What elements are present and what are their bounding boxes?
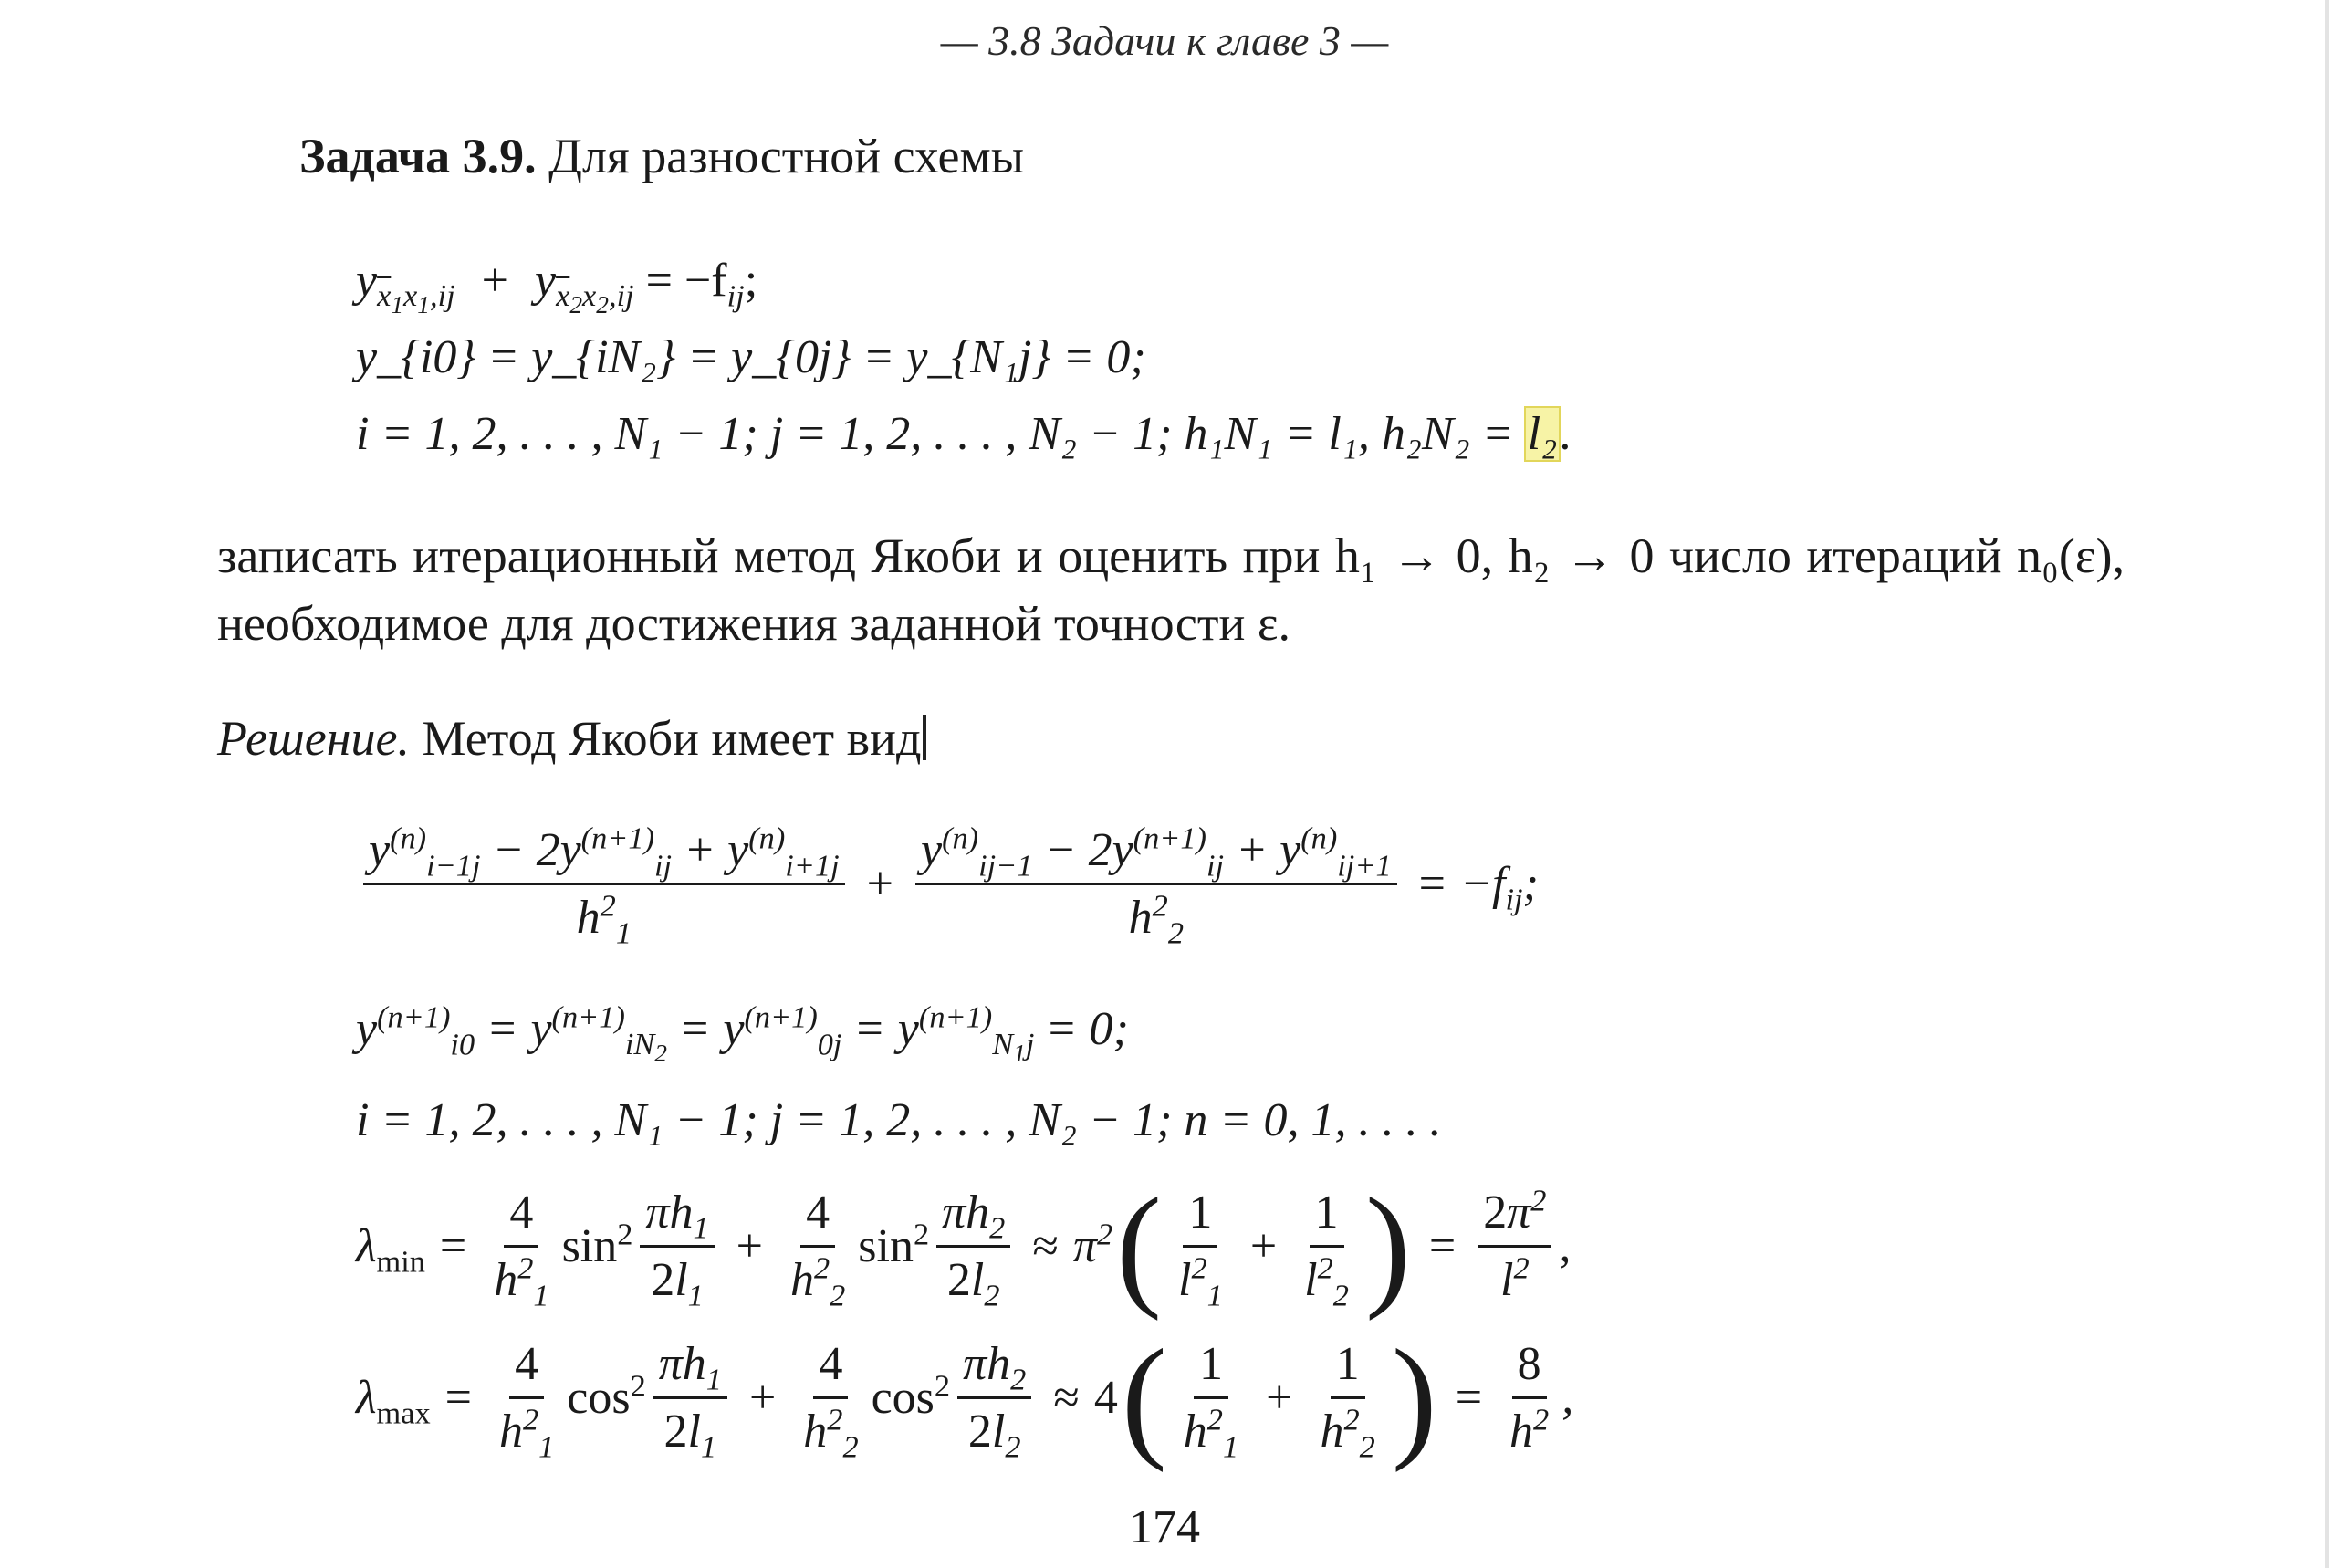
page-number: 174 bbox=[1129, 1501, 1200, 1553]
problem-heading bbox=[299, 128, 1024, 184]
highlighted-l2: l₂ bbox=[1527, 408, 1558, 460]
lambda-max-equation: $\lambda_{max}$ = $\frac{4}{h^2_1}$ $\cos^2$ $\frac{\pi h_1}{2l_1}$ + $\frac{4}{h^2_2}$ $\cos^2$ $\frac{\pi h_2}{2l_2}$ ≈ 4 ( $\frac{1}{h^2_1}$ + $\frac{1}{h^2_2}$ ) = $\frac{8}{h^2}$ , bbox=[356, 1322, 1574, 1473]
lambda-min-equation: $\lambda_{min}$ = $\frac{4}{h^2_1}$ $\sin^2$ $\frac{\pi h_1}{2l_1}$ + $\frac{4}{h^2_2}$ $\sin^2$ $\frac{\pi h_2}{2l_2}$ ≈ $\pi^2$ ( $\frac{1}{l^2_1}$ + $\frac{1}{l^2_2}$ ) = $\frac{2\pi^2}{l^2}$ , bbox=[356, 1170, 1572, 1322]
problem-intro: Для разностной схемы bbox=[548, 129, 1024, 183]
solution-text: Метод Якоби имеет вид bbox=[422, 711, 922, 766]
page-edge bbox=[2325, 0, 2329, 1568]
solution-label: Решение. bbox=[217, 711, 410, 766]
solution-intro bbox=[217, 710, 926, 767]
scheme-eq3-prefix: i = 1, 2, . . . , N₁ − 1; j = 1, 2, . . . , N₂ − 1; h₁N₁ = l₁, h₂N₂ = bbox=[356, 408, 1514, 460]
boundary-rhs: = 0; bbox=[1045, 1003, 1129, 1055]
task-text: записать итерационный метод Якоби и оценить при h₁ → 0, h₂ → 0 число итераций n₀(ε), необходимое для достижения заданной точности ε. bbox=[217, 528, 2125, 651]
problem-label: Задача 3.9. bbox=[299, 129, 537, 183]
lambda-min-symbol: λ bbox=[356, 1219, 377, 1272]
jacobi-boundary: $y^{(n+1)}_{i0}$ = $y^{(n+1)}_{iN_2}$ = $y^{(n+1)}_{0j}$ = $y^{(n+1)}_{N_1j}$ = 0; bbox=[356, 999, 1129, 1068]
scheme-equation-1: $y_{\overline{x}_1x_1,ij} + y_{\overline{x}_2x_2,ij} = -f_{ij}$; bbox=[356, 255, 758, 319]
lambda-min-sub: min bbox=[376, 1243, 425, 1279]
lambda-max-sub: max bbox=[376, 1395, 431, 1430]
scheme-eq1-rhs: = −f bbox=[645, 255, 727, 307]
lambda-max-symbol: λ bbox=[356, 1371, 377, 1424]
scheme-equation-3: i = 1, 2, . . . , N₁ − 1; j = 1, 2, . . . , N₂ − 1; h₁N₁ = l₁, h₂N₂ = l₂. bbox=[356, 408, 1572, 460]
text-cursor-icon bbox=[923, 715, 926, 760]
jacobi-indices: i = 1, 2, . . . , N₁ − 1; j = 1, 2, . . . , N₂ − 1; n = 0, 1, . . . . bbox=[356, 1094, 1442, 1146]
running-head: — 3.8 Задачи к главе 3 — bbox=[940, 17, 1389, 64]
jacobi-equation: $\frac{y^{(n)}_{i-1j} - 2y^{(n+1)}_{ij} + y^{(n)}_{i+1j}}{h^2_1}$ + $\frac{y^{(n)}_{ij-1} - 2y^{(n+1)}_{ij} + y^{(n)}_{ij+1}}{h^2_2}$ = $-f_{ij}$; bbox=[356, 823, 1539, 945]
scheme-equation-2: y_{i0} = y_{iN₂} = y_{0j} = y_{N₁j} = 0; bbox=[356, 331, 1146, 383]
